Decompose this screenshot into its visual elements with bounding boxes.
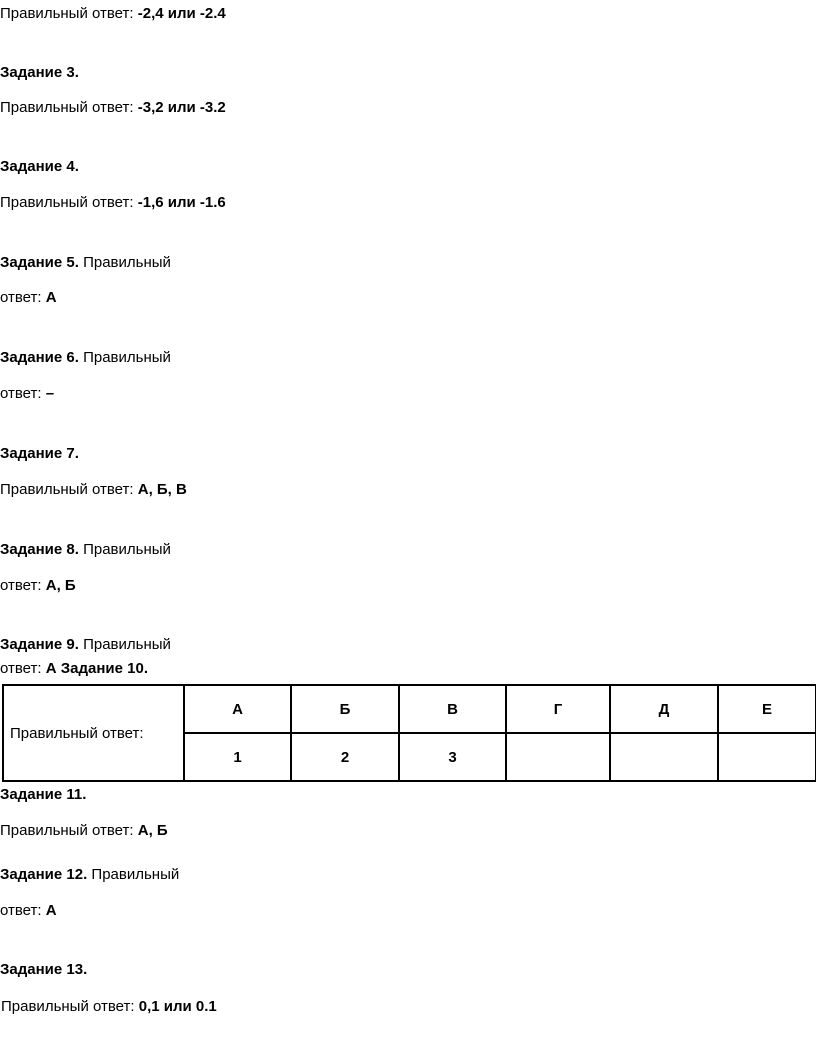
task-2-answer — [0, 5, 226, 23]
answer-value: А — [45, 289, 57, 306]
answer-label-part: Правильный — [83, 254, 171, 271]
answer-label-part: ответ: — [0, 289, 42, 306]
task-7-answer — [0, 481, 187, 499]
task-9-answer — [0, 660, 148, 678]
answer-value: -2,4 или -2.4 — [137, 5, 226, 22]
task-3-title: Задание 3. — [0, 64, 79, 81]
task-12-answer — [0, 902, 57, 920]
answer-value: – — [45, 385, 55, 402]
table-header-cell: В — [399, 685, 506, 733]
answer-value: -1,6 или -1.6 — [137, 194, 226, 211]
task-12-title — [0, 866, 179, 884]
table-header-cell: Д — [610, 685, 718, 733]
task-title: Задание 8. — [0, 541, 79, 558]
task-6-title — [0, 349, 171, 367]
answer-value: 0,1 или 0.1 — [138, 998, 217, 1015]
task-3-answer — [0, 99, 226, 117]
table-header-cell: Е — [718, 685, 816, 733]
answer-value: -3,2 или -3.2 — [137, 99, 226, 116]
answer-label-part: Правильный — [91, 866, 180, 883]
task-title: Задание 12. — [0, 866, 88, 883]
answer-label: Правильный ответ: — [0, 99, 134, 116]
task-13-title: Задание 13. — [0, 961, 88, 978]
answer-label-part: Правильный — [83, 349, 171, 366]
table-header-cell: А — [184, 685, 291, 733]
task-title: Задание 6. — [0, 349, 79, 366]
answer-label-part: ответ: — [0, 577, 42, 594]
task-9-title — [0, 636, 171, 654]
answer-value: А, Б — [137, 822, 168, 839]
table-value-cell — [610, 733, 718, 781]
task-8-answer — [0, 577, 76, 595]
task-title: Задание 9. — [0, 636, 79, 653]
table-value-cell — [718, 733, 816, 781]
table-value-cell: 3 — [399, 733, 506, 781]
table-row — [3, 685, 816, 733]
table-header-cell: Б — [291, 685, 399, 733]
answer-value: А — [45, 902, 57, 919]
table-header-cell: Г — [506, 685, 610, 733]
answer-label: Правильный ответ: — [1, 998, 135, 1015]
task-4-answer — [0, 194, 226, 212]
task-11-answer — [0, 822, 168, 840]
answer-label: Правильный ответ: — [0, 5, 134, 22]
answer-label-part: ответ: — [0, 385, 42, 402]
task-5-answer — [0, 289, 57, 307]
task-7-title: Задание 7. — [0, 445, 79, 462]
task-11-title: Задание 11. — [0, 786, 87, 803]
task-5-title — [0, 254, 171, 272]
task-6-answer — [0, 385, 54, 403]
answer-label-part: ответ: — [0, 660, 42, 677]
task-10-answer-table — [2, 684, 816, 782]
task-title: Задание 5. — [0, 254, 79, 271]
table-label: Правильный ответ: — [3, 685, 184, 781]
answer-label-part: ответ: — [0, 902, 42, 919]
answer-label-part: Правильный — [83, 541, 171, 558]
task-10-title: Задание 10. — [60, 660, 149, 677]
answer-label: Правильный ответ: — [0, 481, 134, 498]
answer-label: Правильный ответ: — [0, 194, 134, 211]
table-value-cell — [506, 733, 610, 781]
task-8-title — [0, 541, 171, 559]
answer-value: А, Б, В — [137, 481, 187, 498]
answer-value: А, Б — [45, 577, 76, 594]
answer-label-part: Правильный — [83, 636, 171, 653]
task-13-answer — [1, 998, 217, 1016]
task-4-title: Задание 4. — [0, 158, 79, 175]
answer-label: Правильный ответ: — [0, 822, 134, 839]
table-value-cell: 1 — [184, 733, 291, 781]
table-value-cell: 2 — [291, 733, 399, 781]
answer-value: А — [45, 660, 57, 677]
